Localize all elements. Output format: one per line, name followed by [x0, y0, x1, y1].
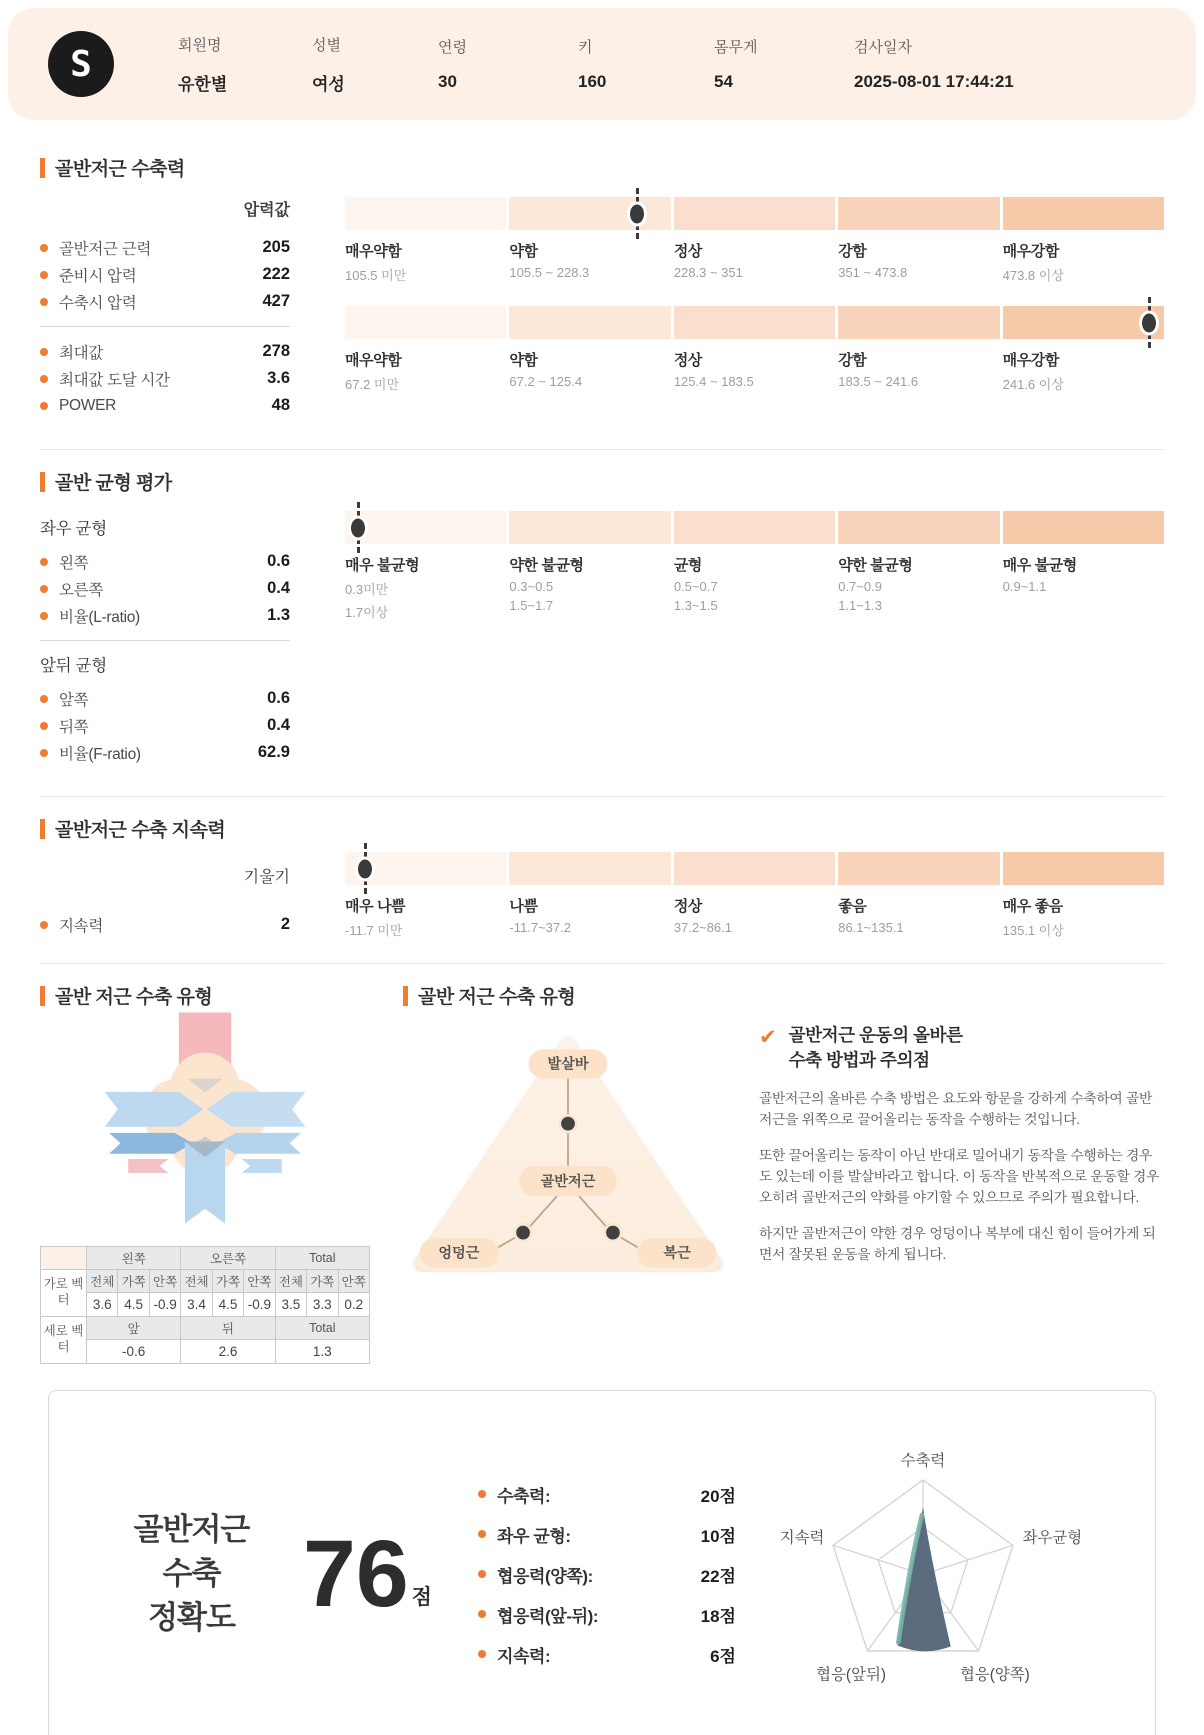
bullet-icon	[478, 1610, 486, 1618]
bullet-icon	[40, 558, 48, 566]
type-section	[40, 982, 1164, 1364]
strength-scale-1: 매우약함 105.5 미만 약함 105.5 ~ 228.3 정상 228.3 ~ 351 강함 351 ~ 473.8 매우강함 473.8 이상	[345, 197, 1164, 284]
section-divider	[40, 963, 1164, 964]
field-label: 키	[578, 39, 593, 56]
metric-row: POWER 48	[40, 392, 290, 419]
field-weight	[714, 36, 854, 92]
field-gender	[312, 34, 438, 95]
title-accent-bar	[40, 158, 45, 178]
strength-metrics	[40, 197, 290, 419]
section-title-strength: 골반저근 수축력	[40, 154, 1164, 181]
metric-row: 뒤쪽 0.4	[40, 712, 290, 739]
advice-panel	[759, 1023, 1164, 1281]
score-item: 지속력: 6점	[478, 1634, 736, 1674]
pressure-col-header: 압력값	[243, 202, 290, 219]
field-label: 연령	[438, 39, 467, 56]
bullet-icon	[40, 244, 48, 252]
bullet-icon	[40, 585, 48, 593]
scale-bar	[345, 511, 1164, 544]
metric-row: 최대값 278	[40, 338, 290, 365]
bullet-icon	[40, 298, 48, 306]
bullet-icon	[478, 1650, 486, 1658]
bullet-icon	[40, 749, 48, 757]
section-title-endurance: 골반저근 수축 지속력	[40, 815, 1164, 842]
metric-row: 오른쪽 0.4	[40, 575, 290, 602]
contraction-vector-diagram	[40, 1009, 370, 1227]
node-hip-muscle: 엉덩근	[438, 1245, 480, 1262]
endurance-body	[40, 852, 1164, 939]
section-divider	[40, 796, 1164, 797]
vector-column	[40, 982, 385, 1364]
subsection-fb: 앞뒤 균형	[40, 657, 107, 675]
radar-label-right: 좌우균형	[1022, 1529, 1083, 1547]
value-marker-icon	[364, 843, 367, 894]
node-valsalva: 발살바	[547, 1056, 589, 1073]
field-label: 회원명	[178, 36, 222, 54]
row-header-vertical: 세로 벡터	[41, 1317, 87, 1364]
advice-paragraph: 골반저근의 올바른 수축 방법은 요도와 항문을 강하게 수축하여 골반저근을 위쪽으로 끌어올리는 동작을 수행하는 것입니다.	[759, 1090, 1153, 1128]
field-value: 54	[714, 72, 733, 91]
field-test-date	[854, 36, 1014, 92]
metric-row: 비율(L-ratio) 1.3	[40, 602, 290, 629]
section-title-balance: 골반 균형 평가	[40, 468, 1164, 495]
field-value: 30	[438, 72, 457, 91]
metric-row: 준비시 압력 222	[40, 261, 290, 288]
metric-row: 골반저근 근력 205	[40, 234, 290, 261]
strength-scale-2: 매우약함 67.2 미만 약함 67.2 ~ 125.4 정상 125.4 ~ 183.5 강함 183.5 ~ 241.6 매우강함 241.6 이상	[345, 306, 1164, 393]
radar-label-top: 수축력	[900, 1452, 946, 1470]
field-value: 유한별	[178, 74, 228, 94]
field-age	[438, 36, 578, 92]
check-icon: ✔	[759, 1026, 777, 1049]
brand-logo-icon: S	[48, 31, 114, 97]
node-dot-icon	[605, 1224, 622, 1241]
bullet-icon	[40, 375, 48, 383]
endurance-scale: 매우 나쁨 -11.7 미만 나쁨 -11.7~37.2 정상 37.2~86.1 좋음 86.1~135.1 매우 좋음 135.1 이상	[345, 852, 1164, 939]
balance-scale: 매우 불균형 0.3미만 1.7이상 약한 불균형 0.3~0.5 1.5~1.7 균형 0.5~0.7 1.3~1.5 약한 불균형 0.7~0.9 1.1~1.3 매우 불균형 0.9~1.1	[345, 511, 1164, 621]
radar-chart	[736, 1443, 1110, 1705]
score-item: 협응력(앞-뒤): 18점	[478, 1594, 736, 1634]
muscle-triangle-diagram	[403, 1023, 733, 1281]
bullet-icon	[40, 271, 48, 279]
table-corner-cell	[41, 1247, 87, 1270]
vector-table: 왼쪽 오른쪽 Total 가로 벡터 전체 가쪽 안쪽 전체 가쪽 안쪽 전체 가쪽 안쪽 3.6 4.5 -0.9 3.4 4.5 -0.9 3.5 3.3 0.2 세로 벡터 앞 뒤 Total -0.6 2.6 1.3	[40, 1246, 370, 1364]
field-label: 성별	[312, 36, 341, 54]
metric-row: 앞쪽 0.6	[40, 685, 290, 712]
field-label: 몸무게	[714, 39, 758, 56]
metric-row: 왼쪽 0.6	[40, 548, 290, 575]
advice-paragraph: 또한 끌어올리는 동작이 아닌 반대로 밀어내기 동작을 수행하는 경우도 있는데 이를 발살바라고 합니다. 이 동작을 반복적으로 운동할 경우 오히려 골반저근의 약화를 야기할 수 있으므로 주의가 필요합니다.	[759, 1147, 1160, 1206]
strength-body	[40, 197, 1164, 419]
balance-metrics	[40, 511, 290, 766]
accuracy-score-card	[48, 1390, 1156, 1735]
metric-row: 지속력 2	[40, 911, 290, 938]
value-marker-icon	[636, 188, 639, 239]
section-title-type: 골반 저근 수축 유형	[403, 982, 1164, 1009]
balance-body	[40, 511, 1164, 766]
field-height	[578, 36, 714, 92]
total-score: 76 점	[303, 1520, 432, 1627]
bullet-icon	[40, 921, 48, 929]
scale-bar	[345, 197, 1164, 230]
bullet-icon	[478, 1490, 486, 1498]
bullet-icon	[40, 695, 48, 703]
scale-bar	[345, 852, 1164, 885]
type-column	[403, 982, 1164, 1281]
advice-paragraph: 하지만 골반저근이 약한 경우 엉덩이나 복부에 대신 힘이 들어가게 되면서 잘못된 운동을 하게 됩니다.	[759, 1225, 1156, 1262]
section-title-vector: 골반 저근 수축 유형	[40, 982, 385, 1009]
slope-col-header: 기울기	[243, 869, 290, 886]
metric-row: 수축시 압력 427	[40, 288, 290, 315]
scale-bar	[345, 306, 1164, 339]
bullet-icon	[478, 1530, 486, 1538]
bullet-icon	[40, 612, 48, 620]
member-info-header	[8, 8, 1196, 120]
field-label: 검사일자	[854, 39, 912, 56]
divider	[40, 326, 290, 327]
bullet-icon	[40, 722, 48, 730]
bullet-icon	[40, 348, 48, 356]
field-value: 2025-08-01 17:44:21	[854, 72, 1014, 91]
node-abdominal: 복근	[663, 1245, 691, 1262]
advice-title: 골반저근 운동의 올바른 수축 방법과 주의점	[788, 1025, 963, 1071]
score-item: 협응력(양쪽): 22점	[478, 1554, 736, 1594]
title-accent-bar	[40, 986, 45, 1006]
radar-label-bottom-right: 협응(양쪽)	[960, 1666, 1030, 1684]
value-marker-icon	[1148, 297, 1151, 348]
subsection-lr: 좌우 균형	[40, 520, 107, 538]
metric-row: 최대값 도달 시간 3.6	[40, 365, 290, 392]
score-title: 골반저근 수축 정확도	[133, 1511, 250, 1635]
field-value: 여성	[312, 74, 345, 94]
score-item: 수축력: 20점	[478, 1474, 736, 1514]
row-header-horizontal: 가로 벡터	[41, 1270, 87, 1317]
radar-label-left: 지속력	[779, 1529, 825, 1547]
node-pelvic-floor: 골반저근	[540, 1173, 596, 1190]
score-breakdown	[478, 1474, 736, 1674]
title-accent-bar	[403, 986, 408, 1006]
score-item: 좌우 균형: 10점	[478, 1514, 736, 1554]
divider	[40, 640, 290, 641]
section-divider	[40, 449, 1164, 450]
bullet-icon	[40, 402, 48, 410]
node-dot-icon	[515, 1224, 532, 1241]
field-member-name	[178, 34, 312, 95]
endurance-metrics	[40, 852, 290, 939]
node-dot-icon	[560, 1115, 577, 1132]
radar-svg	[738, 1443, 1108, 1705]
title-accent-bar	[40, 472, 45, 492]
radar-label-bottom-left: 협응(앞뒤)	[816, 1666, 886, 1684]
bullet-icon	[478, 1570, 486, 1578]
field-value: 160	[578, 72, 607, 91]
metric-row: 비율(F-ratio) 62.9	[40, 739, 290, 766]
title-accent-bar	[40, 819, 45, 839]
value-marker-icon	[357, 502, 360, 553]
